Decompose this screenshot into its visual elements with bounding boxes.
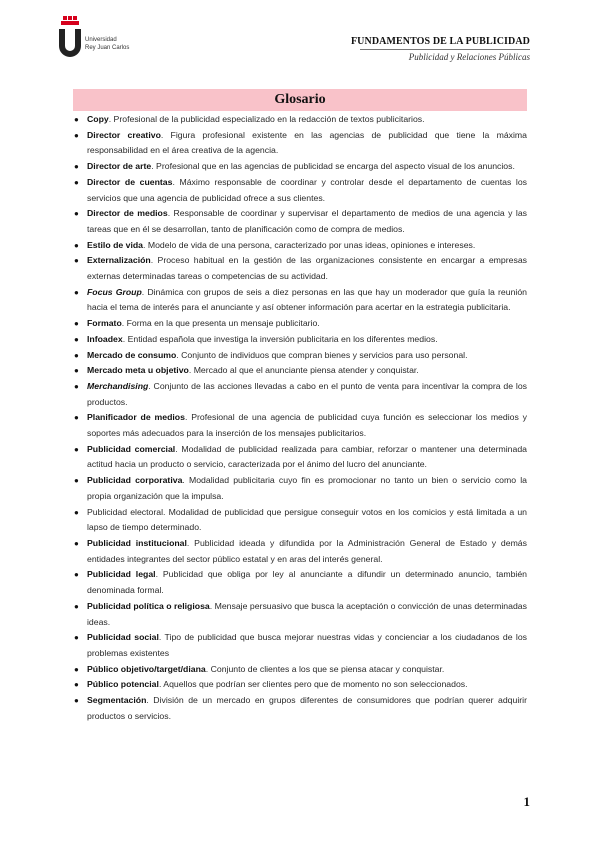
glossary-definition: Conjunto de individuos que compran bienes y servicios para uso personal. [178, 349, 468, 360]
glossary-entry [72, 112, 527, 128]
term-separator: . [158, 679, 162, 690]
glossary-definition: Profesional que en las agencias de publicidad se encarga del aspecto visual de los anuncios. [153, 161, 515, 172]
bullet-icon: ● [74, 366, 79, 376]
glossary-definition: Modalidad de publicidad realizada para cambiar, reforzar o mantener una determinada actitud hacia un producto o servicio, caracterizada por el ánimo del lucro del anunciante. [87, 443, 527, 470]
term-separator: . [146, 695, 149, 706]
glossary-term: Publicidad institucional [87, 537, 187, 548]
bullet-icon: ● [74, 256, 79, 266]
bullet-icon: ● [74, 381, 79, 391]
glossary-definition: Proceso habitual en la gestión de las organizaciones consistente en encargar a empresas externas determinadas tareas o competencias de su actividad. [87, 255, 527, 282]
glossary-entry [72, 206, 527, 237]
bullet-icon: ● [74, 570, 79, 580]
glossary-definition: Profesional de una agencia de publicidad cuya función es seleccionar los medios y soportes más adecuados para la inserción de los mensajes publicitarios. [87, 412, 527, 439]
glossary-term: Externalización [87, 255, 151, 266]
glossary-entry [72, 285, 527, 316]
glossary-entry [72, 379, 527, 410]
term-separator: . [122, 333, 126, 344]
term-separator: . [175, 443, 178, 454]
bullet-icon: ● [74, 115, 79, 124]
glossary-definition: Conjunto de clientes a los que se piensa atacar y conquistar. [208, 663, 445, 674]
glossary-term: Director de arte [87, 161, 152, 172]
glossary-title: Glosario [73, 89, 527, 111]
header-rule [360, 49, 530, 50]
glossary-term: Segmentación [87, 695, 147, 706]
glossary-term: Director creativo [87, 129, 161, 140]
glossary-definition: Figura profesional existente en las agencias de publicidad que tiene la máxima responsabilidad en el área creativa de la agencia. [87, 129, 528, 156]
glossary-term: Público potencial [87, 679, 159, 690]
glossary-definition: Publicidad que obliga por ley al anunciante a difundir un determinado anuncio, también denominada formal. [87, 569, 527, 596]
term-separator: . [182, 475, 185, 486]
glossary-definition: Máximo responsable de coordinar y controlar desde el departamento de cuentas los servicios que una agencia de publicidad ofrece a sus clientes. [87, 176, 527, 203]
page-number: 1 [523, 794, 530, 809]
glossary-definition: Mercado al que el anunciante piensa atender y conquistar. [191, 365, 419, 376]
glossary-term: Formato [87, 318, 122, 329]
glossary-term: Publicidad política o religiosa [87, 600, 210, 611]
term-separator: . [163, 506, 166, 517]
term-separator: . [176, 349, 179, 360]
term-separator: . [121, 318, 125, 329]
glossary-entry [72, 332, 527, 348]
glossary-definition: Publicidad ideada y difundida por la Administración General de Estado y demás entidades integrantes del sector público estatal y en aras del interés general. [87, 537, 527, 564]
glossary-entry [72, 159, 527, 175]
glossary-term: Público objetivo/target/diana [87, 663, 206, 674]
term-separator: . [160, 129, 164, 140]
glossary-entry [72, 505, 527, 536]
bullet-icon: ● [74, 334, 79, 344]
bullet-icon: ● [74, 680, 79, 690]
logo-wordmark [85, 36, 129, 52]
glossary-entry [72, 348, 527, 364]
term-separator: . [158, 632, 162, 643]
glossary-term: Mercado de consumo [87, 349, 177, 360]
bullet-icon: ● [74, 209, 79, 219]
term-separator: . [209, 600, 213, 611]
glossary-term: Mercado meta u objetivo [87, 365, 189, 376]
term-separator: . [143, 239, 146, 250]
glossary-definition: Forma en la que presenta un mensaje publicitario. [124, 318, 320, 329]
bullet-icon: ● [74, 240, 79, 250]
glossary-entry [72, 567, 527, 598]
term-separator: . [108, 114, 112, 124]
glossary-term: Publicidad comercial [87, 443, 176, 454]
glossary-term: Planificador de medios [87, 412, 185, 423]
term-separator: . [172, 176, 175, 187]
glossary-definition: Entidad española que investiga la inversión publicitaria en los diferentes medios. [125, 333, 438, 344]
term-separator: . [151, 161, 154, 172]
bullet-icon: ● [74, 130, 79, 140]
glossary-entry [72, 473, 527, 504]
glossary-entry [72, 677, 527, 693]
glossary-entry [72, 599, 527, 630]
glossary-definition: Responsable de coordinar y supervisar el departamento de medios de una agencia y las tareas que en él se desarrollan, tanto de planificación como de compra de medios. [87, 208, 527, 234]
university-logo [58, 14, 148, 60]
glossary-entry [72, 175, 527, 206]
bullet-icon: ● [74, 350, 79, 360]
bullet-icon: ● [74, 162, 79, 172]
glossary-definition: Aquellos que podrían ser clientes pero que de momento no son seleccionados. [161, 679, 468, 690]
glossary-list [72, 112, 527, 724]
bullet-icon: ● [74, 696, 79, 706]
glossary-entry [72, 410, 527, 441]
glossary-entry [72, 536, 527, 567]
glossary-definition: Dinámica con grupos de seis a diez personas en las que hay un moderador que guía la reunión hacia el tema de interés para el anunciante y así obtener información para acertar en la estrategia publicitaria. [87, 286, 528, 313]
term-separator: . [155, 569, 159, 580]
glossary-term: Copy [87, 114, 109, 124]
glossary-term: Estilo de vida [87, 239, 144, 250]
term-separator: . [188, 365, 192, 376]
glossary-definition: Conjunto de las acciones llevadas a cabo en el punto de venta para incentivar la compra de los productos. [87, 380, 527, 407]
glossary-term: Publicidad legal [87, 569, 156, 580]
glossary-definition: Modalidad de publicidad que persigue conseguir votos en los comicios y está limitada a un lapso de tiempo determinado. [87, 506, 527, 533]
term-separator: . [205, 663, 209, 674]
bullet-icon: ● [74, 413, 79, 423]
glossary-definition: Profesional de la publicidad especializado en la redacción de textos publicitarios. [111, 114, 425, 124]
glossary-term: Publicidad corporativa [87, 475, 183, 486]
glossary-term: Director de cuentas [87, 176, 173, 187]
glossary-entry [72, 363, 527, 379]
term-separator: . [184, 412, 188, 423]
urjc-logo-icon [58, 14, 82, 60]
glossary-term: Director de medios [87, 208, 168, 219]
glossary-entry [72, 630, 527, 661]
glossary-definition: Modelo de vida de una persona, caracterizado por unas ideas, opiniones e intereses. [145, 239, 476, 250]
glossary-entry [72, 693, 527, 724]
glossary-entry [72, 238, 527, 254]
logo-line-1: Universidad [85, 37, 117, 43]
bullet-icon: ● [74, 633, 79, 643]
term-separator: . [150, 255, 154, 266]
glossary-definition: División de un mercado en grupos diferentes de consumidores que podrían querer adquirir productos o servicios. [87, 695, 527, 721]
glossary-definition: Mensaje persuasivo que busca la aceptación o convicción de unas determinadas ideas. [87, 600, 527, 627]
subject-title: Publicidad y Relaciones Públicas [408, 52, 530, 62]
term-separator: . [148, 380, 151, 391]
course-title: FUNDAMENTOS DE LA PUBLICIDAD [350, 36, 530, 47]
glossary-entry [72, 316, 527, 332]
glossary-term: Merchandising [87, 380, 149, 391]
term-separator: . [167, 208, 171, 219]
glossary-entry [72, 662, 527, 678]
bullet-icon: ● [74, 177, 79, 187]
term-separator: . [186, 537, 190, 548]
term-separator: . [141, 286, 145, 297]
glossary-term: Publicidad social [87, 632, 159, 643]
bullet-icon: ● [74, 476, 79, 486]
bullet-icon: ● [74, 538, 79, 548]
logo-line-2: Rey Juan Carlos [85, 45, 130, 51]
bullet-icon: ● [74, 287, 79, 297]
glossary-entry [72, 128, 527, 159]
glossary-term: Publicidad electoral [87, 506, 164, 517]
glossary-entry [72, 442, 527, 473]
bullet-icon: ● [74, 664, 79, 674]
bullet-icon: ● [74, 601, 79, 611]
bullet-icon: ● [74, 507, 79, 517]
bullet-icon: ● [74, 319, 79, 329]
glossary-definition: Tipo de publicidad que busca mejorar nuestras vidas y concienciar a los ciudadanos de los problemas existentes [87, 632, 528, 658]
glossary-term: Focus Group [87, 286, 142, 297]
glossary-term: Infoadex [87, 333, 123, 344]
bullet-icon: ● [74, 444, 79, 454]
glossary-definition: Modalidad publicitaria cuyo fin es promocionar no tanto un bien o servicio como la propia organización que la impulsa. [87, 475, 527, 501]
glossary-entry [72, 253, 527, 284]
